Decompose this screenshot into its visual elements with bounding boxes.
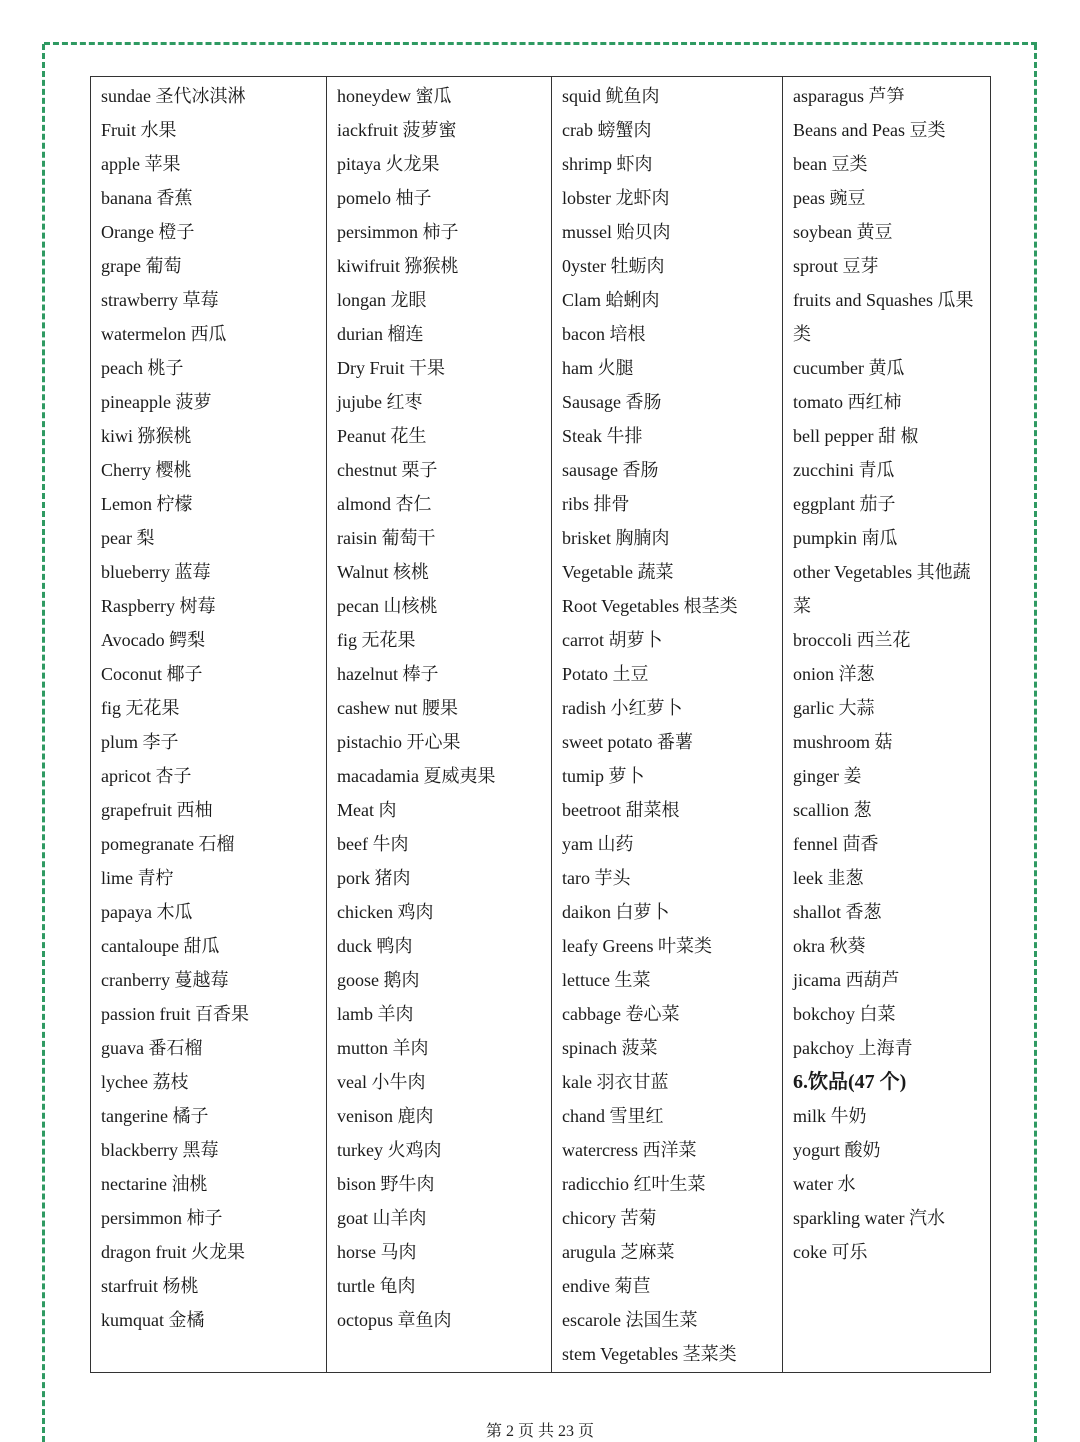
vocab-entry: blueberry 蓝莓: [101, 562, 211, 582]
vocab-entry: ribs 排骨: [562, 494, 630, 514]
vocab-entry: endive 菊苣: [562, 1276, 651, 1296]
vocab-entry: Peanut 花生: [337, 426, 427, 446]
vocab-entry: carrot 胡萝卜: [562, 630, 663, 650]
vocab-entry: Steak 牛排: [562, 426, 643, 446]
vocab-entry: banana 香蕉: [101, 188, 193, 208]
vocab-entry: watermelon 西瓜: [101, 324, 227, 344]
vocab-entry: lobster 龙虾肉: [562, 188, 670, 208]
vocab-entry: Dry Fruit 干果: [337, 358, 445, 378]
vocab-entry: fennel 茴香: [793, 834, 879, 854]
vocab-entry: Potato 土豆: [562, 664, 649, 684]
vocab-entry: starfruit 杨桃: [101, 1276, 199, 1296]
vocab-entry: bacon 培根: [562, 324, 646, 344]
vocab-entry: 类: [793, 324, 811, 344]
vocab-entry: iackfruit 菠萝蜜: [337, 120, 457, 140]
vocab-entry: honeydew 蜜瓜: [337, 86, 452, 106]
vocab-entry: peas 豌豆: [793, 188, 866, 208]
vocab-entry: water 水: [793, 1174, 856, 1194]
vocab-entry: sweet potato 番薯: [562, 732, 693, 752]
vocab-entry: turtle 龟肉: [337, 1276, 416, 1296]
vocab-entry: shrimp 虾肉: [562, 154, 653, 174]
vocab-entry: passion fruit 百香果: [101, 1004, 249, 1024]
vocab-entry: apricot 杏子: [101, 766, 192, 786]
vocab-entry: garlic 大蒜: [793, 698, 875, 718]
page-footer: 第 2 页 共 23 页: [485, 1423, 594, 1440]
vocab-entry: cabbage 卷心菜: [562, 1004, 680, 1024]
vocab-entry: dragon fruit 火龙果: [101, 1242, 245, 1262]
vocab-entry: brisket 胸腩肉: [562, 528, 670, 548]
vocab-entry: Walnut 核桃: [337, 562, 430, 582]
vocab-entry: jicama 西葫芦: [793, 970, 900, 990]
vocab-entry: lamb 羊肉: [337, 1004, 414, 1024]
vocab-entry: hazelnut 棒子: [337, 664, 439, 684]
vocab-entry: bokchoy 白菜: [793, 1004, 896, 1024]
vocab-entry: Avocado 鳄梨: [101, 630, 206, 650]
vocab-entry: okra 秋葵: [793, 936, 866, 956]
vocab-entry: cranberry 蔓越莓: [101, 970, 229, 990]
vocab-entry: peach 桃子: [101, 358, 184, 378]
vocab-entry: persimmon 柿子: [337, 222, 459, 242]
vocab-entry: veal 小牛肉: [337, 1072, 426, 1092]
vocab-entry: chand 雪里红: [562, 1106, 664, 1126]
vocab-entry: ham 火腿: [562, 358, 634, 378]
vocab-entry: Beans and Peas 豆类: [793, 120, 946, 140]
vocab-entry: milk 牛奶: [793, 1106, 867, 1126]
vocab-entry: watercress 西洋菜: [562, 1140, 697, 1160]
vocab-entry: lettuce 生菜: [562, 970, 651, 990]
vocab-entry: pistachio 开心果: [337, 732, 461, 752]
vocab-entry: zucchini 青瓜: [793, 460, 895, 480]
vocab-entry: ginger 姜: [793, 766, 862, 786]
vocab-entry: grape 葡萄: [101, 256, 182, 276]
vocab-entry: fig 无花果: [101, 698, 180, 718]
vocab-entry: Raspberry 树莓: [101, 596, 216, 616]
vocab-entry: chicken 鸡肉: [337, 902, 434, 922]
vocab-entry: almond 杏仁: [337, 494, 432, 514]
vocab-entry: chicory 苦菊: [562, 1208, 657, 1228]
page-border-right: [1034, 44, 1037, 1442]
table-column-4: [782, 77, 990, 1372]
vocab-entry: mushroom 菇: [793, 732, 893, 752]
vocab-entry: pineapple 菠萝: [101, 392, 212, 412]
vocab-entry: shallot 香葱: [793, 902, 882, 922]
vocab-entry: raisin 葡萄干: [337, 528, 436, 548]
vocab-entry: sparkling water 汽水: [793, 1208, 945, 1228]
vocab-entry: cashew nut 腰果: [337, 698, 458, 718]
vocab-entry: soybean 黄豆: [793, 222, 893, 242]
page-border-left: [42, 44, 45, 1442]
vocab-entry: mussel 贻贝肉: [562, 222, 671, 242]
vocab-entry: taro 芋头: [562, 868, 631, 888]
vocab-entry: sprout 豆芽: [793, 256, 879, 276]
vocab-entry: Cherry 樱桃: [101, 460, 192, 480]
vocab-entry: pork 猪肉: [337, 868, 411, 888]
table-column-2: [326, 77, 551, 1372]
vocab-entry: mutton 羊肉: [337, 1038, 429, 1058]
vocab-entry: bean 豆类: [793, 154, 868, 174]
vocab-entry: broccoli 西兰花: [793, 630, 911, 650]
vocab-entry: radish 小红萝卜: [562, 698, 683, 718]
vocab-entry: longan 龙眼: [337, 290, 427, 310]
vocab-entry: pomegranate 石榴: [101, 834, 235, 854]
vocab-entry: turkey 火鸡肉: [337, 1140, 442, 1160]
vocab-entry: goose 鹅肉: [337, 970, 420, 990]
vocab-entry: escarole 法国生菜: [562, 1310, 698, 1330]
vocab-entry: fig 无花果: [337, 630, 416, 650]
vocab-entry: kiwi 猕猴桃: [101, 426, 192, 446]
vocab-entry: pear 梨: [101, 528, 155, 548]
table-column-1: [91, 77, 326, 1372]
vocab-entry: papaya 木瓜: [101, 902, 193, 922]
vocab-entry: tomato 西红柿: [793, 392, 902, 412]
vocab-entry: guava 番石榴: [101, 1038, 203, 1058]
vocab-entry: leafy Greens 叶菜类: [562, 936, 712, 956]
vocab-entry: radicchio 红叶生菜: [562, 1174, 706, 1194]
vocab-entry: Orange 橙子: [101, 222, 195, 242]
section-heading: 6.饮品(47 个): [793, 1071, 907, 1093]
vocab-entry: jujube 红枣: [337, 392, 423, 412]
vocab-entry: Coconut 椰子: [101, 664, 203, 684]
vocab-entry: pecan 山核桃: [337, 596, 438, 616]
vocab-entry: chestnut 栗子: [337, 460, 438, 480]
vocab-entry: plum 李子: [101, 732, 179, 752]
vocab-entry: bell pepper 甜 椒: [793, 426, 919, 446]
vocab-entry: octopus 章鱼肉: [337, 1310, 452, 1330]
vocab-entry: spinach 菠菜: [562, 1038, 658, 1058]
vocab-entry: bison 野牛肉: [337, 1174, 435, 1194]
vocab-entry: Vegetable 蔬菜: [562, 562, 674, 582]
vocab-entry: goat 山羊肉: [337, 1208, 427, 1228]
vocab-entry: Lemon 柠檬: [101, 494, 193, 514]
vocab-entry: yogurt 酸奶: [793, 1140, 881, 1160]
vocab-entry: stem Vegetables 茎菜类: [562, 1344, 737, 1364]
vocab-entry: horse 马肉: [337, 1242, 417, 1262]
vocab-entry: kiwifruit 猕猴桃: [337, 256, 459, 276]
vocab-entry: tangerine 橘子: [101, 1106, 209, 1126]
vocab-entry: daikon 白萝卜: [562, 902, 670, 922]
vocab-entry: other Vegetables 其他蔬: [793, 562, 971, 582]
table-column-3: [551, 77, 782, 1372]
vocab-entry: apple 苹果: [101, 154, 181, 174]
vocab-entry: Meat 肉: [337, 800, 397, 820]
vocab-entry: leek 韭葱: [793, 868, 864, 888]
vocab-entry: lychee 荔枝: [101, 1072, 189, 1092]
vocab-entry: tumip 萝卜: [562, 766, 645, 786]
vocab-entry: onion 洋葱: [793, 664, 875, 684]
vocab-entry: cantaloupe 甜瓜: [101, 936, 220, 956]
vocab-entry: kumquat 金橘: [101, 1310, 205, 1330]
vocab-entry: lime 青柠: [101, 868, 174, 888]
vocab-entry: asparagus 芦笋: [793, 86, 905, 106]
vocab-entry: fruits and Squashes 瓜果: [793, 290, 974, 310]
vocab-entry: pakchoy 上海青: [793, 1038, 913, 1058]
vocab-entry: persimmon 柿子: [101, 1208, 223, 1228]
vocab-entry: Sausage 香肠: [562, 392, 662, 412]
vocab-entry: arugula 芝麻菜: [562, 1242, 675, 1262]
vocab-entry: cucumber 黄瓜: [793, 358, 905, 378]
vocab-entry: squid 鱿鱼肉: [562, 86, 660, 106]
vocab-entry: duck 鸭肉: [337, 936, 413, 956]
vocab-entry: 菜: [793, 596, 811, 616]
vocab-entry: 0yster 牡蛎肉: [562, 256, 665, 276]
vocab-entry: venison 鹿肉: [337, 1106, 434, 1126]
vocab-entry: scallion 葱: [793, 800, 872, 820]
vocab-entry: sundae 圣代冰淇淋: [101, 86, 246, 106]
vocab-entry: kale 羽衣甘蓝: [562, 1072, 669, 1092]
vocab-entry: nectarine 油桃: [101, 1174, 208, 1194]
vocab-entry: blackberry 黑莓: [101, 1140, 219, 1160]
vocab-entry: grapefruit 西柚: [101, 800, 213, 820]
vocab-entry: eggplant 茄子: [793, 494, 896, 514]
vocab-entry: sausage 香肠: [562, 460, 659, 480]
vocab-entry: crab 螃蟹肉: [562, 120, 652, 140]
vocab-entry: durian 榴连: [337, 324, 424, 344]
vocab-entry: yam 山药: [562, 834, 634, 854]
vocab-entry: strawberry 草莓: [101, 290, 219, 310]
vocab-entry: macadamia 夏威夷果: [337, 766, 496, 786]
vocab-entry: beetroot 甜菜根: [562, 800, 680, 820]
vocab-entry: coke 可乐: [793, 1242, 868, 1262]
vocab-entry: Fruit 水果: [101, 120, 177, 140]
vocab-entry: pomelo 柚子: [337, 188, 432, 208]
vocab-entry: Root Vegetables 根茎类: [562, 596, 738, 616]
vocab-entry: pitaya 火龙果: [337, 154, 440, 174]
vocab-entry: beef 牛肉: [337, 834, 409, 854]
vocabulary-table: [90, 76, 991, 1373]
page-border-top: [44, 42, 1037, 45]
vocab-entry: Clam 蛤蜊肉: [562, 290, 660, 310]
vocab-entry: pumpkin 南瓜: [793, 528, 898, 548]
